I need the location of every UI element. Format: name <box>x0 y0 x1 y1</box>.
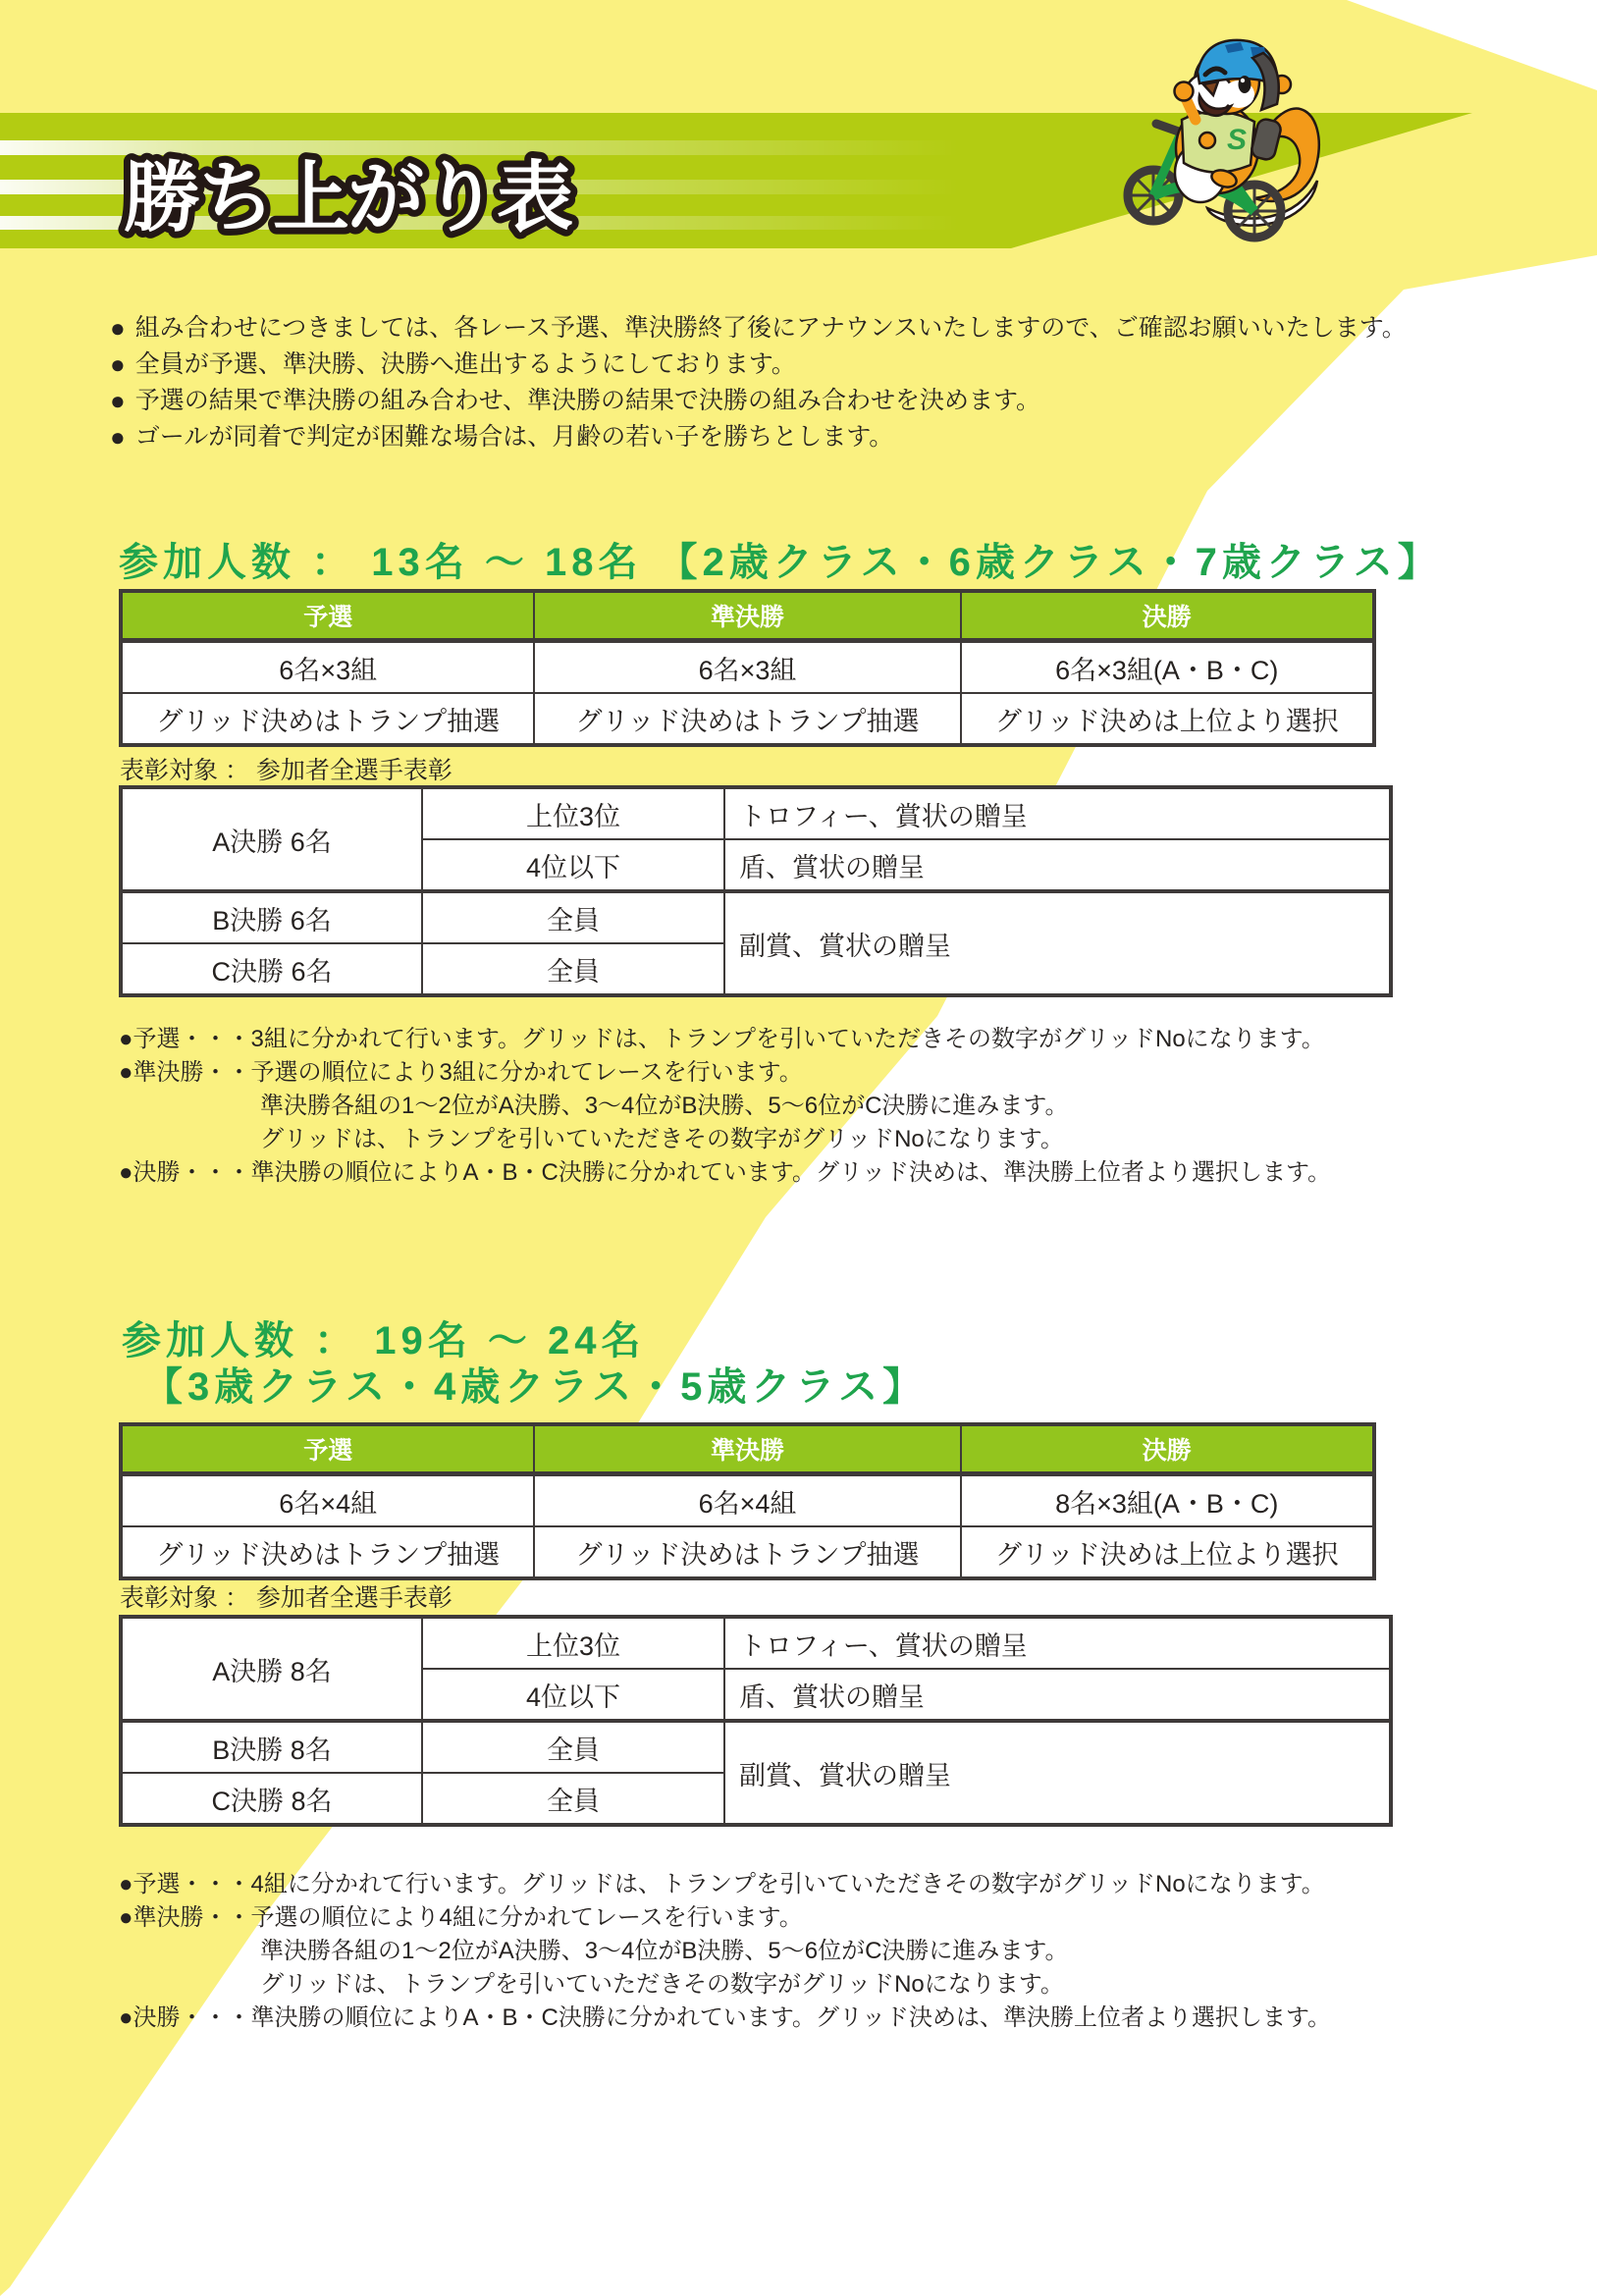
explain-lead: ●決勝・・・ <box>119 1159 251 1186</box>
mascot-shirt-letter: S <box>1227 124 1248 156</box>
table-row <box>121 1526 1374 1578</box>
award-rank-cell: 全員 <box>422 891 724 943</box>
explain-text: 予選の順位により3組に分かれてレースを行います。 <box>250 1059 803 1086</box>
table-cell: 6名×3組(A・B・C) <box>961 641 1374 694</box>
bullet-icon: ● <box>110 422 126 452</box>
intro-note-line <box>110 347 1407 383</box>
section1-award-table <box>119 785 1393 997</box>
table-cell: グリッド決めは上位より選択 <box>961 1526 1374 1578</box>
bullet-icon: ● <box>110 386 126 415</box>
award-group-cell: A決勝 8名 <box>121 1617 422 1721</box>
table-cell: グリッド決めはトランプ抽選 <box>121 1526 534 1578</box>
explain-lead: ●準決勝・・ <box>119 1904 251 1931</box>
award-rank-cell: 上位3位 <box>422 1617 724 1669</box>
award-rank-cell: 全員 <box>422 943 724 995</box>
table-cell: グリッド決めは上位より選択 <box>961 693 1374 745</box>
intro-note-text: 予選の結果で準決勝の組み合わせ、準決勝の結果で決勝の組み合わせを決めます。 <box>134 387 1040 414</box>
explain-line <box>119 1901 1331 1935</box>
round-table-header: 準決勝 <box>534 1424 960 1474</box>
table-row <box>121 787 1391 839</box>
intro-note-text: 組み合わせにつきましては、各レース予選、準決勝終了後にアナウンスいたしますので、ご確認お願いいたします。 <box>134 314 1407 342</box>
open-eye-icon <box>1239 76 1251 93</box>
round-table-header: 決勝 <box>961 591 1374 641</box>
award-rank-cell: 4位以下 <box>422 1669 724 1721</box>
table-cell: 6名×4組 <box>121 1474 534 1527</box>
award-rank-cell: 上位3位 <box>422 787 724 839</box>
explain-line <box>260 1090 1331 1123</box>
explain-line <box>119 1868 1331 1901</box>
table-cell: グリッド決めはトランプ抽選 <box>121 693 534 745</box>
round-table-header: 決勝 <box>961 1424 1374 1474</box>
explain-text: 4組に分かれて行います。グリッドは、トランプを引いていただきその数字がグリッドNoになります。 <box>250 1871 1325 1897</box>
award-group-cell: C決勝 6名 <box>121 943 422 995</box>
intro-note-line <box>110 310 1407 347</box>
section1-explanation <box>119 1023 1331 1190</box>
award-prize-cell: 副賞、賞状の贈呈 <box>724 891 1391 995</box>
award-prize-cell: 盾、賞状の贈呈 <box>724 1669 1391 1721</box>
award-prize-cell: トロフィー、賞状の贈呈 <box>724 787 1391 839</box>
intro-note-text: 全員が予選、準決勝、決勝へ進出するようにしております。 <box>134 350 796 378</box>
explain-text: 予選の順位により4組に分かれてレースを行います。 <box>250 1904 803 1931</box>
intro-note-line <box>110 419 1407 455</box>
eye-glint <box>1241 79 1245 82</box>
table-cell: 6名×3組 <box>534 641 960 694</box>
table-cell: 6名×3組 <box>121 641 534 694</box>
award-prize-cell: 盾、賞状の贈呈 <box>724 839 1391 891</box>
explain-line <box>260 1123 1331 1156</box>
mascot-fist <box>1175 82 1194 101</box>
section2-heading-line1: 参加人数 ： 19名 ～ 24名 <box>122 1319 646 1362</box>
section2-award-table <box>119 1615 1393 1827</box>
round-table-header: 予選 <box>121 591 534 641</box>
explain-line <box>260 1968 1331 2002</box>
table-row <box>121 693 1374 745</box>
table-row <box>121 641 1374 694</box>
explain-text: グリッドは、トランプを引いていただきその数字がグリッドNoになります。 <box>260 1971 1064 1998</box>
explain-line <box>119 1056 1331 1090</box>
explain-text: 準決勝の順位によりA・B・C決勝に分かれています。グリッド決めは、準決勝上位者より選択します。 <box>250 1159 1332 1186</box>
section1-round-table <box>119 589 1376 747</box>
mascot-squirrel-bike <box>1060 26 1335 251</box>
round-table-header: 予選 <box>121 1424 534 1474</box>
award-prize-cell: トロフィー、賞状の贈呈 <box>724 1617 1391 1669</box>
explain-line <box>260 1935 1331 1968</box>
explain-line <box>119 1023 1331 1056</box>
explain-text: 準決勝の順位によりA・B・C決勝に分かれています。グリッド決めは、準決勝上位者より選択します。 <box>250 2004 1332 2031</box>
award-rank-cell: 全員 <box>422 1721 724 1773</box>
explain-lead: ●予選・・・ <box>119 1871 251 1897</box>
page-title-banner <box>110 98 660 265</box>
mascot-hand <box>1199 133 1215 148</box>
explain-lead: ●予選・・・ <box>119 1026 251 1052</box>
explain-text: 準決勝各組の1～2位がA決勝、3～4位がB決勝、5～6位がC決勝に進みます。 <box>260 1938 1069 1964</box>
round-table-header: 準決勝 <box>534 591 960 641</box>
explain-line <box>119 2002 1331 2035</box>
section2-explanation <box>119 1868 1331 2035</box>
table-cell: 6名×4組 <box>534 1474 960 1527</box>
explain-text: 準決勝各組の1～2位がA決勝、3～4位がB決勝、5～6位がC決勝に進みます。 <box>260 1093 1069 1119</box>
table-row <box>121 1474 1374 1527</box>
table-row <box>121 891 1391 943</box>
intro-notes <box>110 310 1407 455</box>
intro-note-line <box>110 383 1407 419</box>
intro-note-text: ゴールが同着で判定が困難な場合は、月齢の若い子を勝ちとします。 <box>134 423 894 451</box>
table-cell: グリッド決めはトランプ抽選 <box>534 693 960 745</box>
bullet-icon: ● <box>110 313 126 343</box>
section1-heading: 参加人数 ： 13名 ～ 18名 【2歳クラス・6歳クラス・7歳クラス】 <box>119 541 1442 584</box>
table-cell: グリッド決めはトランプ抽選 <box>534 1526 960 1578</box>
section2-round-table <box>119 1422 1376 1580</box>
section2-heading-line2: 【3歳クラス・4歳クラス・5歳クラス】 <box>143 1365 928 1409</box>
bullet-icon: ● <box>110 349 126 379</box>
table-row <box>121 1617 1391 1669</box>
explain-text: グリッドは、トランプを引いていただきその数字がグリッドNoになります。 <box>260 1126 1064 1152</box>
award-prize-cell: 副賞、賞状の贈呈 <box>724 1721 1391 1825</box>
page-title: 勝ち上がり表 <box>124 154 572 240</box>
award-rank-cell: 全員 <box>422 1773 724 1825</box>
section1-award-label: 表彰対象 ： 参加者全選手表彰 <box>120 757 452 784</box>
explain-text: 3組に分かれて行います。グリッドは、トランプを引いていただきその数字がグリッドNoになります。 <box>250 1026 1325 1052</box>
section2-award-label: 表彰対象 ： 参加者全選手表彰 <box>120 1584 452 1612</box>
award-rank-cell: 4位以下 <box>422 839 724 891</box>
table-row <box>121 1721 1391 1773</box>
explain-lead: ●準決勝・・ <box>119 1059 251 1086</box>
award-group-cell: B決勝 8名 <box>121 1721 422 1773</box>
award-group-cell: A決勝 6名 <box>121 787 422 891</box>
award-group-cell: C決勝 8名 <box>121 1773 422 1825</box>
explain-line <box>119 1156 1331 1190</box>
explain-lead: ●決勝・・・ <box>119 2004 251 2031</box>
award-group-cell: B決勝 6名 <box>121 891 422 943</box>
table-cell: 8名×3組(A・B・C) <box>961 1474 1374 1527</box>
